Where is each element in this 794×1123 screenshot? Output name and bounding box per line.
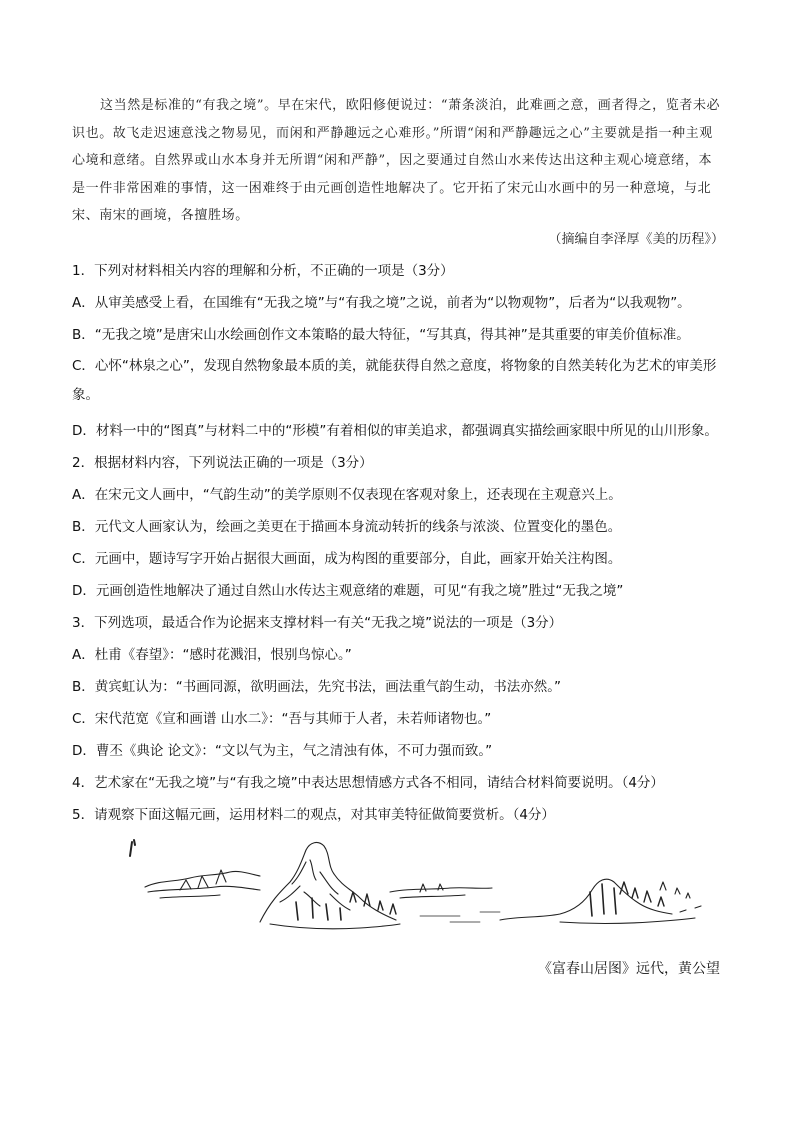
question-3-option-c: C．宋代范宽《宣和画谱 山水二》：“吾与其师于人者，未若师诸物也。” xyxy=(72,711,492,727)
question-1-option-b: B．“无我之境”是唐宋山水绘画创作文本策略的最大特征，“写其真，得其神”是其重要的审美价值标准。 xyxy=(72,327,690,343)
question-1-option-a: A．从审美感受上看，在国维有“无我之境”与“有我之境”之说，前者为“以物观物”，后者为“以我观物”。 xyxy=(72,295,691,311)
passage-paragraph xyxy=(72,92,724,230)
question-2-stem: 2．根据材料内容，下列说法正确的一项是（3分） xyxy=(72,455,373,471)
question-4: 4．艺术家在“无我之境”与“有我之境”中表达思想情感方式各不相同，请结合材料简要说明。（4分） xyxy=(72,775,664,791)
landscape-painting-illustration xyxy=(120,832,720,952)
question-1-stem: 1．下列对材料相关内容的理解和分析，不正确的一项是（3分） xyxy=(72,263,454,279)
passage-source: （摘编自李泽厚《美的历程》） xyxy=(548,232,724,247)
question-2-option-d: D．元画创造性地解决了通过自然山水传达主观意绪的难题，可见“有我之境”胜过“无我之境” xyxy=(72,583,624,599)
question-5: 5．请观察下面这幅元画，运用材料二的观点，对其审美特征做简要赏析。（4分） xyxy=(72,807,555,823)
question-2-option-a: A．在宋元文人画中，“气韵生动”的美学原则不仅表现在客观对象上，还表现在主观意兴上。 xyxy=(72,487,622,503)
question-1-option-d: D．材料一中的“图真”与材料二中的“形模”有着相似的审美追求，都强调真实描绘画家眼中所见的山川形象。 xyxy=(72,423,718,439)
painting-caption: 《富春山居图》远代，黄公望 xyxy=(538,961,720,977)
question-2-option-b: B．元代文人画家认为，绘画之美更在于描画本身流动转折的线条与浓淡、位置变化的墨色。 xyxy=(72,519,622,535)
question-3-option-b: B．黄宾虹认为：“书画同源，欲明画法，先究书法，画法重气韵生动，书法亦然。” xyxy=(72,679,561,695)
question-3-option-d: D．曹丕《典论 论文》：“文以气为主，气之清浊有体，不可力强而致。” xyxy=(72,743,493,759)
question-3-option-a: A．杜甫《春望》：“感时花溅泪，恨别鸟惊心。” xyxy=(72,647,352,663)
question-3-stem: 3．下列选项，最适合作为论据来支撑材料一有关“无我之境”说法的一项是（3分） xyxy=(72,615,563,631)
question-1-option-c: C．心怀“林泉之心”，发现自然物象最本质的美，就能获得自然之意度，将物象的自然美转化为艺术的审美形象。 xyxy=(72,358,717,403)
question-2-option-c: C．元画中，题诗写字开始占据很大画面，成为构图的重要部分，自此，画家开始关注构图。 xyxy=(72,551,622,567)
passage-text: 这当然是标准的“有我之境”。早在宋代，欧阳修便说过：“萧条淡泊，此难画之意，画者得之，览者未必识也。故飞走迟速意浅之物易见，而闲和严静趣远之心难形。”所谓“闲和严静趣远之心”主要就是指一种主观心境和意绪。自然界或山水本身并无所谓“闲和严静”，因之要通过自然山水来传达出这种主观心境意绪，本是一件非常困难的事情，这一困难终于由元画创造性地解决了。它开拓了宋元山水画中的另一种意境，与北宋、南宋的画境，各擅胜场。 xyxy=(72,98,721,223)
